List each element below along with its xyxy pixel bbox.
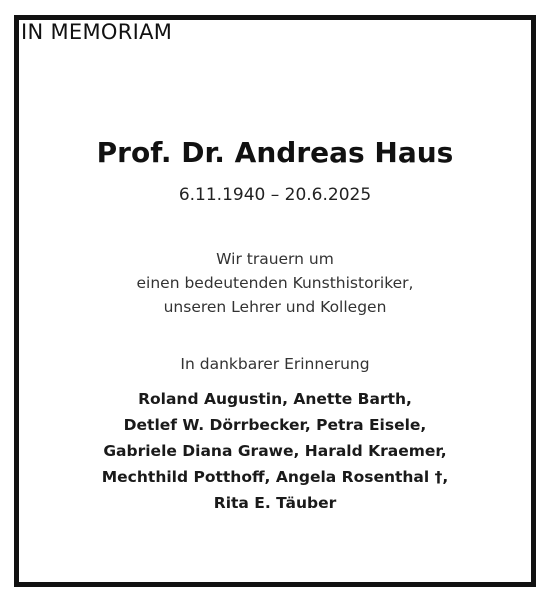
signer-line: Roland Augustin, Anette Barth,	[138, 390, 412, 408]
mourning-line: einen bedeutenden Kunsthistoriker,	[136, 274, 414, 292]
signers-list	[0, 386, 550, 516]
mourning-line: unseren Lehrer und Kollegen	[163, 298, 387, 316]
deceased-name: Prof. Dr. Andreas Haus	[96, 136, 454, 169]
life-dates: 6.11.1940 – 20.6.2025	[178, 185, 372, 205]
signer-line: Mechthild Potthoff, Angela Rosenthal †,	[101, 468, 449, 486]
signer-line: Detlef W. Dörrbecker, Petra Eisele,	[123, 416, 427, 434]
mourning-text	[0, 247, 550, 319]
signer-line: Rita E. Täuber	[213, 494, 337, 512]
signer-line: Gabriele Diana Grawe, Harald Kraemer,	[103, 442, 447, 460]
header-title: IN MEMORIAM	[21, 20, 173, 44]
mourning-line: Wir trauern um	[216, 250, 334, 268]
gratitude-line: In dankbarer Erinnerung	[180, 355, 370, 373]
